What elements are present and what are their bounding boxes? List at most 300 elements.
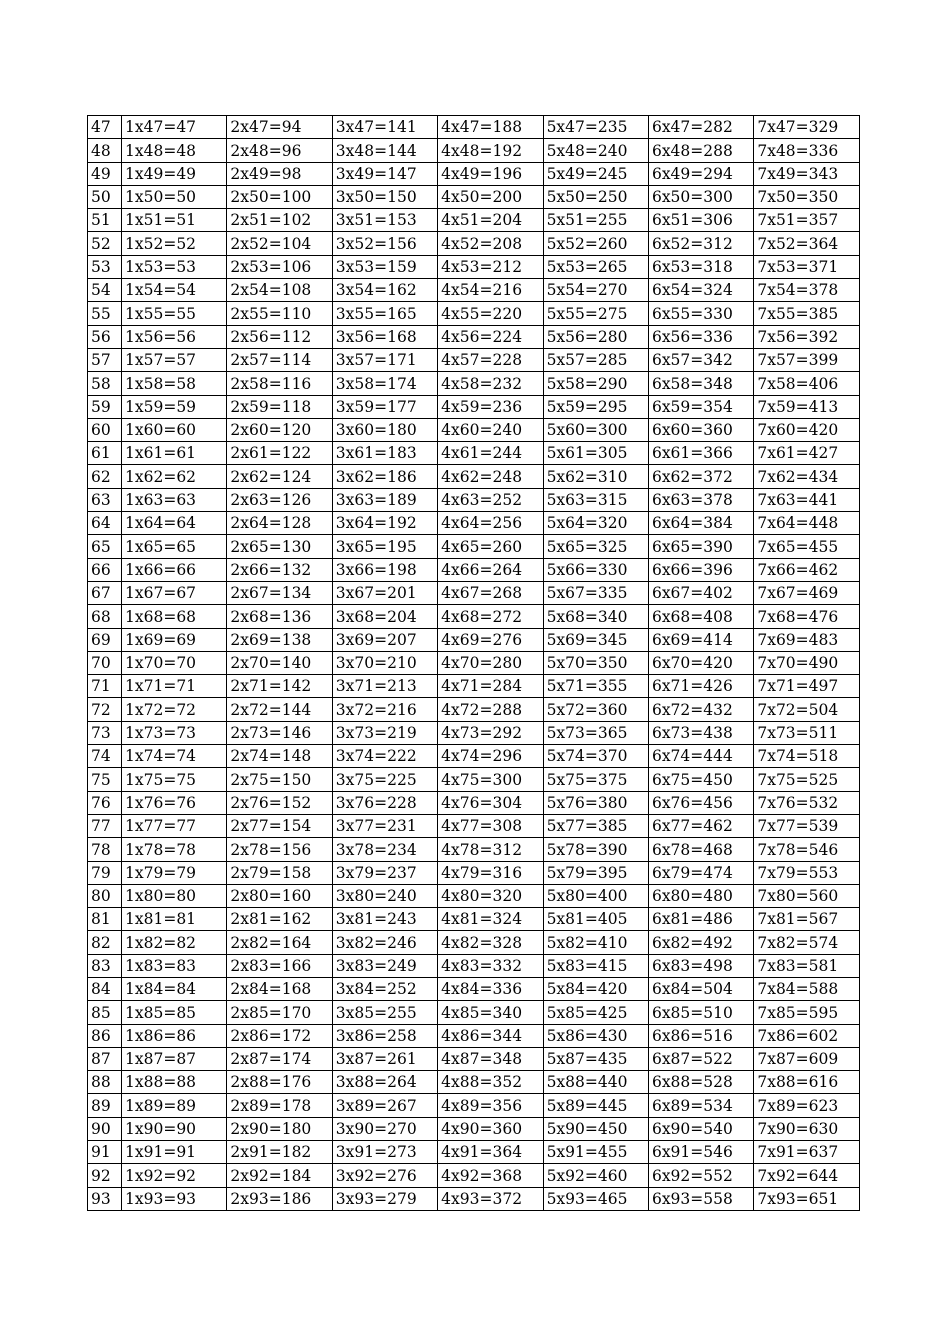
row-number-cell: 91 [88, 1141, 122, 1164]
product-cell: 3x56=168 [332, 325, 437, 348]
product-cell: 6x57=342 [648, 348, 753, 371]
product-cell: 3x63=189 [332, 488, 437, 511]
product-cell: 3x50=150 [332, 185, 437, 208]
product-cell: 4x71=284 [438, 675, 543, 698]
row-number-cell: 55 [88, 302, 122, 325]
product-cell: 1x69=69 [122, 628, 227, 651]
product-cell: 4x54=216 [438, 279, 543, 302]
product-cell: 2x79=158 [227, 861, 332, 884]
product-cell: 7x85=595 [754, 1001, 859, 1024]
product-cell: 6x51=306 [648, 209, 753, 232]
table-row [88, 279, 860, 302]
product-cell: 6x68=408 [648, 605, 753, 628]
product-cell: 7x73=511 [754, 721, 859, 744]
row-number-cell: 64 [88, 512, 122, 535]
product-cell: 7x72=504 [754, 698, 859, 721]
product-cell: 4x64=256 [438, 512, 543, 535]
product-cell: 6x84=504 [648, 977, 753, 1000]
product-cell: 7x51=357 [754, 209, 859, 232]
product-cell: 3x61=183 [332, 442, 437, 465]
product-cell: 3x85=255 [332, 1001, 437, 1024]
product-cell: 5x64=320 [543, 512, 648, 535]
product-cell: 6x54=324 [648, 279, 753, 302]
product-cell: 3x60=180 [332, 418, 437, 441]
product-cell: 7x65=455 [754, 535, 859, 558]
product-cell: 4x60=240 [438, 418, 543, 441]
row-number-cell: 72 [88, 698, 122, 721]
table-row [88, 302, 860, 325]
row-number-cell: 85 [88, 1001, 122, 1024]
product-cell: 3x58=174 [332, 372, 437, 395]
product-cell: 2x51=102 [227, 209, 332, 232]
product-cell: 4x63=252 [438, 488, 543, 511]
product-cell: 3x52=156 [332, 232, 437, 255]
product-cell: 7x83=581 [754, 954, 859, 977]
product-cell: 6x72=432 [648, 698, 753, 721]
product-cell: 1x63=63 [122, 488, 227, 511]
product-cell: 4x68=272 [438, 605, 543, 628]
product-cell: 1x55=55 [122, 302, 227, 325]
product-cell: 5x63=315 [543, 488, 648, 511]
product-cell: 4x50=200 [438, 185, 543, 208]
product-cell: 4x77=308 [438, 814, 543, 837]
product-cell: 3x67=201 [332, 581, 437, 604]
product-cell: 5x66=330 [543, 558, 648, 581]
product-cell: 2x63=126 [227, 488, 332, 511]
product-cell: 2x55=110 [227, 302, 332, 325]
product-cell: 6x78=468 [648, 838, 753, 861]
multiplication-table [87, 115, 860, 1211]
product-cell: 5x70=350 [543, 651, 648, 674]
product-cell: 2x64=128 [227, 512, 332, 535]
product-cell: 4x59=236 [438, 395, 543, 418]
product-cell: 1x66=66 [122, 558, 227, 581]
product-cell: 5x86=430 [543, 1024, 648, 1047]
product-cell: 4x73=292 [438, 721, 543, 744]
product-cell: 7x84=588 [754, 977, 859, 1000]
product-cell: 5x60=300 [543, 418, 648, 441]
product-cell: 7x92=644 [754, 1164, 859, 1187]
table-row [88, 768, 860, 791]
product-cell: 2x65=130 [227, 535, 332, 558]
table-row [88, 1024, 860, 1047]
table-row [88, 162, 860, 185]
product-cell: 1x83=83 [122, 954, 227, 977]
product-cell: 6x52=312 [648, 232, 753, 255]
product-cell: 3x57=171 [332, 348, 437, 371]
row-number-cell: 71 [88, 675, 122, 698]
product-cell: 7x66=462 [754, 558, 859, 581]
product-cell: 7x67=469 [754, 581, 859, 604]
product-cell: 2x80=160 [227, 884, 332, 907]
product-cell: 5x92=460 [543, 1164, 648, 1187]
row-number-cell: 65 [88, 535, 122, 558]
product-cell: 6x87=522 [648, 1047, 753, 1070]
product-cell: 5x57=285 [543, 348, 648, 371]
product-cell: 1x85=85 [122, 1001, 227, 1024]
row-number-cell: 53 [88, 255, 122, 278]
product-cell: 2x48=96 [227, 139, 332, 162]
product-cell: 5x79=395 [543, 861, 648, 884]
table-row [88, 931, 860, 954]
product-cell: 6x75=450 [648, 768, 753, 791]
product-cell: 4x72=288 [438, 698, 543, 721]
product-cell: 3x51=153 [332, 209, 437, 232]
product-cell: 4x61=244 [438, 442, 543, 465]
product-cell: 7x74=518 [754, 745, 859, 768]
product-cell: 1x68=68 [122, 605, 227, 628]
product-cell: 3x80=240 [332, 884, 437, 907]
product-cell: 1x93=93 [122, 1187, 227, 1210]
table-row [88, 954, 860, 977]
product-cell: 2x50=100 [227, 185, 332, 208]
table-row [88, 651, 860, 674]
product-cell: 1x54=54 [122, 279, 227, 302]
product-cell: 1x92=92 [122, 1164, 227, 1187]
product-cell: 6x81=486 [648, 908, 753, 931]
product-cell: 2x92=184 [227, 1164, 332, 1187]
product-cell: 2x69=138 [227, 628, 332, 651]
product-cell: 2x56=112 [227, 325, 332, 348]
product-cell: 4x66=264 [438, 558, 543, 581]
product-cell: 4x47=188 [438, 116, 543, 139]
product-cell: 5x67=335 [543, 581, 648, 604]
product-cell: 2x83=166 [227, 954, 332, 977]
product-cell: 2x71=142 [227, 675, 332, 698]
product-cell: 2x74=148 [227, 745, 332, 768]
table-row [88, 675, 860, 698]
product-cell: 3x78=234 [332, 838, 437, 861]
product-cell: 7x55=385 [754, 302, 859, 325]
product-cell: 5x62=310 [543, 465, 648, 488]
table-row [88, 791, 860, 814]
product-cell: 2x68=136 [227, 605, 332, 628]
product-cell: 1x49=49 [122, 162, 227, 185]
product-cell: 3x90=270 [332, 1117, 437, 1140]
product-cell: 2x76=152 [227, 791, 332, 814]
product-cell: 1x52=52 [122, 232, 227, 255]
product-cell: 2x73=146 [227, 721, 332, 744]
product-cell: 1x57=57 [122, 348, 227, 371]
table-row [88, 209, 860, 232]
product-cell: 7x63=441 [754, 488, 859, 511]
product-cell: 4x74=296 [438, 745, 543, 768]
row-number-cell: 61 [88, 442, 122, 465]
product-cell: 3x93=279 [332, 1187, 437, 1210]
product-cell: 4x85=340 [438, 1001, 543, 1024]
table-row [88, 395, 860, 418]
product-cell: 2x82=164 [227, 931, 332, 954]
product-cell: 5x76=380 [543, 791, 648, 814]
product-cell: 4x49=196 [438, 162, 543, 185]
product-cell: 7x80=560 [754, 884, 859, 907]
product-cell: 5x58=290 [543, 372, 648, 395]
product-cell: 7x70=490 [754, 651, 859, 674]
row-number-cell: 74 [88, 745, 122, 768]
table-row [88, 325, 860, 348]
table-row [88, 255, 860, 278]
product-cell: 3x84=252 [332, 977, 437, 1000]
table-row [88, 512, 860, 535]
product-cell: 6x49=294 [648, 162, 753, 185]
product-cell: 3x79=237 [332, 861, 437, 884]
product-cell: 4x89=356 [438, 1094, 543, 1117]
product-cell: 4x78=312 [438, 838, 543, 861]
product-cell: 1x48=48 [122, 139, 227, 162]
product-cell: 4x75=300 [438, 768, 543, 791]
product-cell: 6x66=396 [648, 558, 753, 581]
product-cell: 1x91=91 [122, 1141, 227, 1164]
product-cell: 7x68=476 [754, 605, 859, 628]
product-cell: 7x56=392 [754, 325, 859, 348]
table-row [88, 488, 860, 511]
product-cell: 1x90=90 [122, 1117, 227, 1140]
table-row [88, 372, 860, 395]
row-number-cell: 52 [88, 232, 122, 255]
row-number-cell: 84 [88, 977, 122, 1000]
product-cell: 7x49=343 [754, 162, 859, 185]
product-cell: 4x52=208 [438, 232, 543, 255]
product-cell: 2x91=182 [227, 1141, 332, 1164]
product-cell: 5x59=295 [543, 395, 648, 418]
product-cell: 1x80=80 [122, 884, 227, 907]
row-number-cell: 87 [88, 1047, 122, 1070]
product-cell: 1x65=65 [122, 535, 227, 558]
product-cell: 3x87=261 [332, 1047, 437, 1070]
product-cell: 4x91=364 [438, 1141, 543, 1164]
product-cell: 2x59=118 [227, 395, 332, 418]
product-cell: 2x85=170 [227, 1001, 332, 1024]
product-cell: 4x56=224 [438, 325, 543, 348]
product-cell: 1x89=89 [122, 1094, 227, 1117]
product-cell: 6x55=330 [648, 302, 753, 325]
row-number-cell: 69 [88, 628, 122, 651]
row-number-cell: 67 [88, 581, 122, 604]
product-cell: 7x88=616 [754, 1071, 859, 1094]
product-cell: 5x47=235 [543, 116, 648, 139]
product-cell: 6x58=348 [648, 372, 753, 395]
product-cell: 2x89=178 [227, 1094, 332, 1117]
product-cell: 7x48=336 [754, 139, 859, 162]
product-cell: 7x64=448 [754, 512, 859, 535]
product-cell: 2x58=116 [227, 372, 332, 395]
product-cell: 7x76=532 [754, 791, 859, 814]
product-cell: 3x76=228 [332, 791, 437, 814]
row-number-cell: 83 [88, 954, 122, 977]
product-cell: 6x77=462 [648, 814, 753, 837]
product-cell: 1x76=76 [122, 791, 227, 814]
row-number-cell: 80 [88, 884, 122, 907]
product-cell: 5x78=390 [543, 838, 648, 861]
product-cell: 1x79=79 [122, 861, 227, 884]
product-cell: 2x62=124 [227, 465, 332, 488]
product-cell: 6x89=534 [648, 1094, 753, 1117]
table-row [88, 232, 860, 255]
product-cell: 7x60=420 [754, 418, 859, 441]
product-cell: 4x93=372 [438, 1187, 543, 1210]
row-number-cell: 68 [88, 605, 122, 628]
product-cell: 4x62=248 [438, 465, 543, 488]
product-cell: 1x67=67 [122, 581, 227, 604]
row-number-cell: 78 [88, 838, 122, 861]
product-cell: 5x83=415 [543, 954, 648, 977]
product-cell: 3x55=165 [332, 302, 437, 325]
table-row [88, 1164, 860, 1187]
product-cell: 6x70=420 [648, 651, 753, 674]
product-cell: 5x81=405 [543, 908, 648, 931]
product-cell: 1x78=78 [122, 838, 227, 861]
product-cell: 6x85=510 [648, 1001, 753, 1024]
product-cell: 6x91=546 [648, 1141, 753, 1164]
row-number-cell: 66 [88, 558, 122, 581]
product-cell: 2x53=106 [227, 255, 332, 278]
row-number-cell: 89 [88, 1094, 122, 1117]
product-cell: 5x61=305 [543, 442, 648, 465]
product-cell: 6x60=360 [648, 418, 753, 441]
product-cell: 1x51=51 [122, 209, 227, 232]
product-cell: 3x62=186 [332, 465, 437, 488]
product-cell: 6x65=390 [648, 535, 753, 558]
row-number-cell: 54 [88, 279, 122, 302]
product-cell: 6x90=540 [648, 1117, 753, 1140]
product-cell: 4x88=352 [438, 1071, 543, 1094]
product-cell: 4x87=348 [438, 1047, 543, 1070]
row-number-cell: 49 [88, 162, 122, 185]
product-cell: 6x50=300 [648, 185, 753, 208]
product-cell: 1x74=74 [122, 745, 227, 768]
product-cell: 7x78=546 [754, 838, 859, 861]
product-cell: 3x75=225 [332, 768, 437, 791]
table-row [88, 884, 860, 907]
row-number-cell: 73 [88, 721, 122, 744]
product-cell: 6x79=474 [648, 861, 753, 884]
product-cell: 5x68=340 [543, 605, 648, 628]
row-number-cell: 88 [88, 1071, 122, 1094]
product-cell: 4x90=360 [438, 1117, 543, 1140]
product-cell: 3x74=222 [332, 745, 437, 768]
product-cell: 7x82=574 [754, 931, 859, 954]
table-row [88, 1094, 860, 1117]
product-cell: 6x80=480 [648, 884, 753, 907]
product-cell: 7x53=371 [754, 255, 859, 278]
product-cell: 3x83=249 [332, 954, 437, 977]
table-row [88, 1141, 860, 1164]
product-cell: 4x79=316 [438, 861, 543, 884]
row-number-cell: 82 [88, 931, 122, 954]
product-cell: 6x53=318 [648, 255, 753, 278]
product-cell: 3x65=195 [332, 535, 437, 558]
product-cell: 5x54=270 [543, 279, 648, 302]
product-cell: 2x78=156 [227, 838, 332, 861]
product-cell: 6x67=402 [648, 581, 753, 604]
product-cell: 1x77=77 [122, 814, 227, 837]
product-cell: 2x90=180 [227, 1117, 332, 1140]
product-cell: 7x87=609 [754, 1047, 859, 1070]
product-cell: 2x88=176 [227, 1071, 332, 1094]
product-cell: 5x72=360 [543, 698, 648, 721]
product-cell: 7x71=497 [754, 675, 859, 698]
product-cell: 1x75=75 [122, 768, 227, 791]
product-cell: 2x75=150 [227, 768, 332, 791]
row-number-cell: 56 [88, 325, 122, 348]
product-cell: 7x79=553 [754, 861, 859, 884]
product-cell: 7x57=399 [754, 348, 859, 371]
product-cell: 2x84=168 [227, 977, 332, 1000]
product-cell: 3x82=246 [332, 931, 437, 954]
product-cell: 7x89=623 [754, 1094, 859, 1117]
product-cell: 2x49=98 [227, 162, 332, 185]
product-cell: 6x62=372 [648, 465, 753, 488]
product-cell: 5x73=365 [543, 721, 648, 744]
product-cell: 7x81=567 [754, 908, 859, 931]
product-cell: 4x84=336 [438, 977, 543, 1000]
product-cell: 5x77=385 [543, 814, 648, 837]
product-cell: 5x49=245 [543, 162, 648, 185]
product-cell: 4x92=368 [438, 1164, 543, 1187]
product-cell: 6x69=414 [648, 628, 753, 651]
product-cell: 2x72=144 [227, 698, 332, 721]
table-row [88, 116, 860, 139]
product-cell: 5x91=455 [543, 1141, 648, 1164]
row-number-cell: 51 [88, 209, 122, 232]
table-row [88, 1117, 860, 1140]
row-number-cell: 90 [88, 1117, 122, 1140]
row-number-cell: 70 [88, 651, 122, 674]
product-cell: 4x58=232 [438, 372, 543, 395]
product-cell: 5x55=275 [543, 302, 648, 325]
product-cell: 2x52=104 [227, 232, 332, 255]
product-cell: 5x51=255 [543, 209, 648, 232]
product-cell: 6x56=336 [648, 325, 753, 348]
product-cell: 3x91=273 [332, 1141, 437, 1164]
product-cell: 3x81=243 [332, 908, 437, 931]
product-cell: 1x53=53 [122, 255, 227, 278]
product-cell: 5x75=375 [543, 768, 648, 791]
row-number-cell: 76 [88, 791, 122, 814]
product-cell: 3x71=213 [332, 675, 437, 698]
product-cell: 4x51=204 [438, 209, 543, 232]
table-row [88, 861, 860, 884]
product-cell: 2x57=114 [227, 348, 332, 371]
table-body [88, 116, 860, 1211]
product-cell: 1x81=81 [122, 908, 227, 931]
product-cell: 6x71=426 [648, 675, 753, 698]
row-number-cell: 62 [88, 465, 122, 488]
row-number-cell: 58 [88, 372, 122, 395]
product-cell: 7x77=539 [754, 814, 859, 837]
product-cell: 7x69=483 [754, 628, 859, 651]
table-row [88, 418, 860, 441]
product-cell: 4x76=304 [438, 791, 543, 814]
table-row [88, 139, 860, 162]
table-row [88, 1071, 860, 1094]
product-cell: 1x86=86 [122, 1024, 227, 1047]
product-cell: 6x93=558 [648, 1187, 753, 1210]
product-cell: 2x87=174 [227, 1047, 332, 1070]
product-cell: 2x67=134 [227, 581, 332, 604]
product-cell: 6x61=366 [648, 442, 753, 465]
table-row [88, 698, 860, 721]
product-cell: 6x74=444 [648, 745, 753, 768]
product-cell: 7x75=525 [754, 768, 859, 791]
product-cell: 6x47=282 [648, 116, 753, 139]
product-cell: 4x82=328 [438, 931, 543, 954]
product-cell: 7x47=329 [754, 116, 859, 139]
product-cell: 4x65=260 [438, 535, 543, 558]
table-row [88, 721, 860, 744]
product-cell: 4x69=276 [438, 628, 543, 651]
table-row [88, 745, 860, 768]
